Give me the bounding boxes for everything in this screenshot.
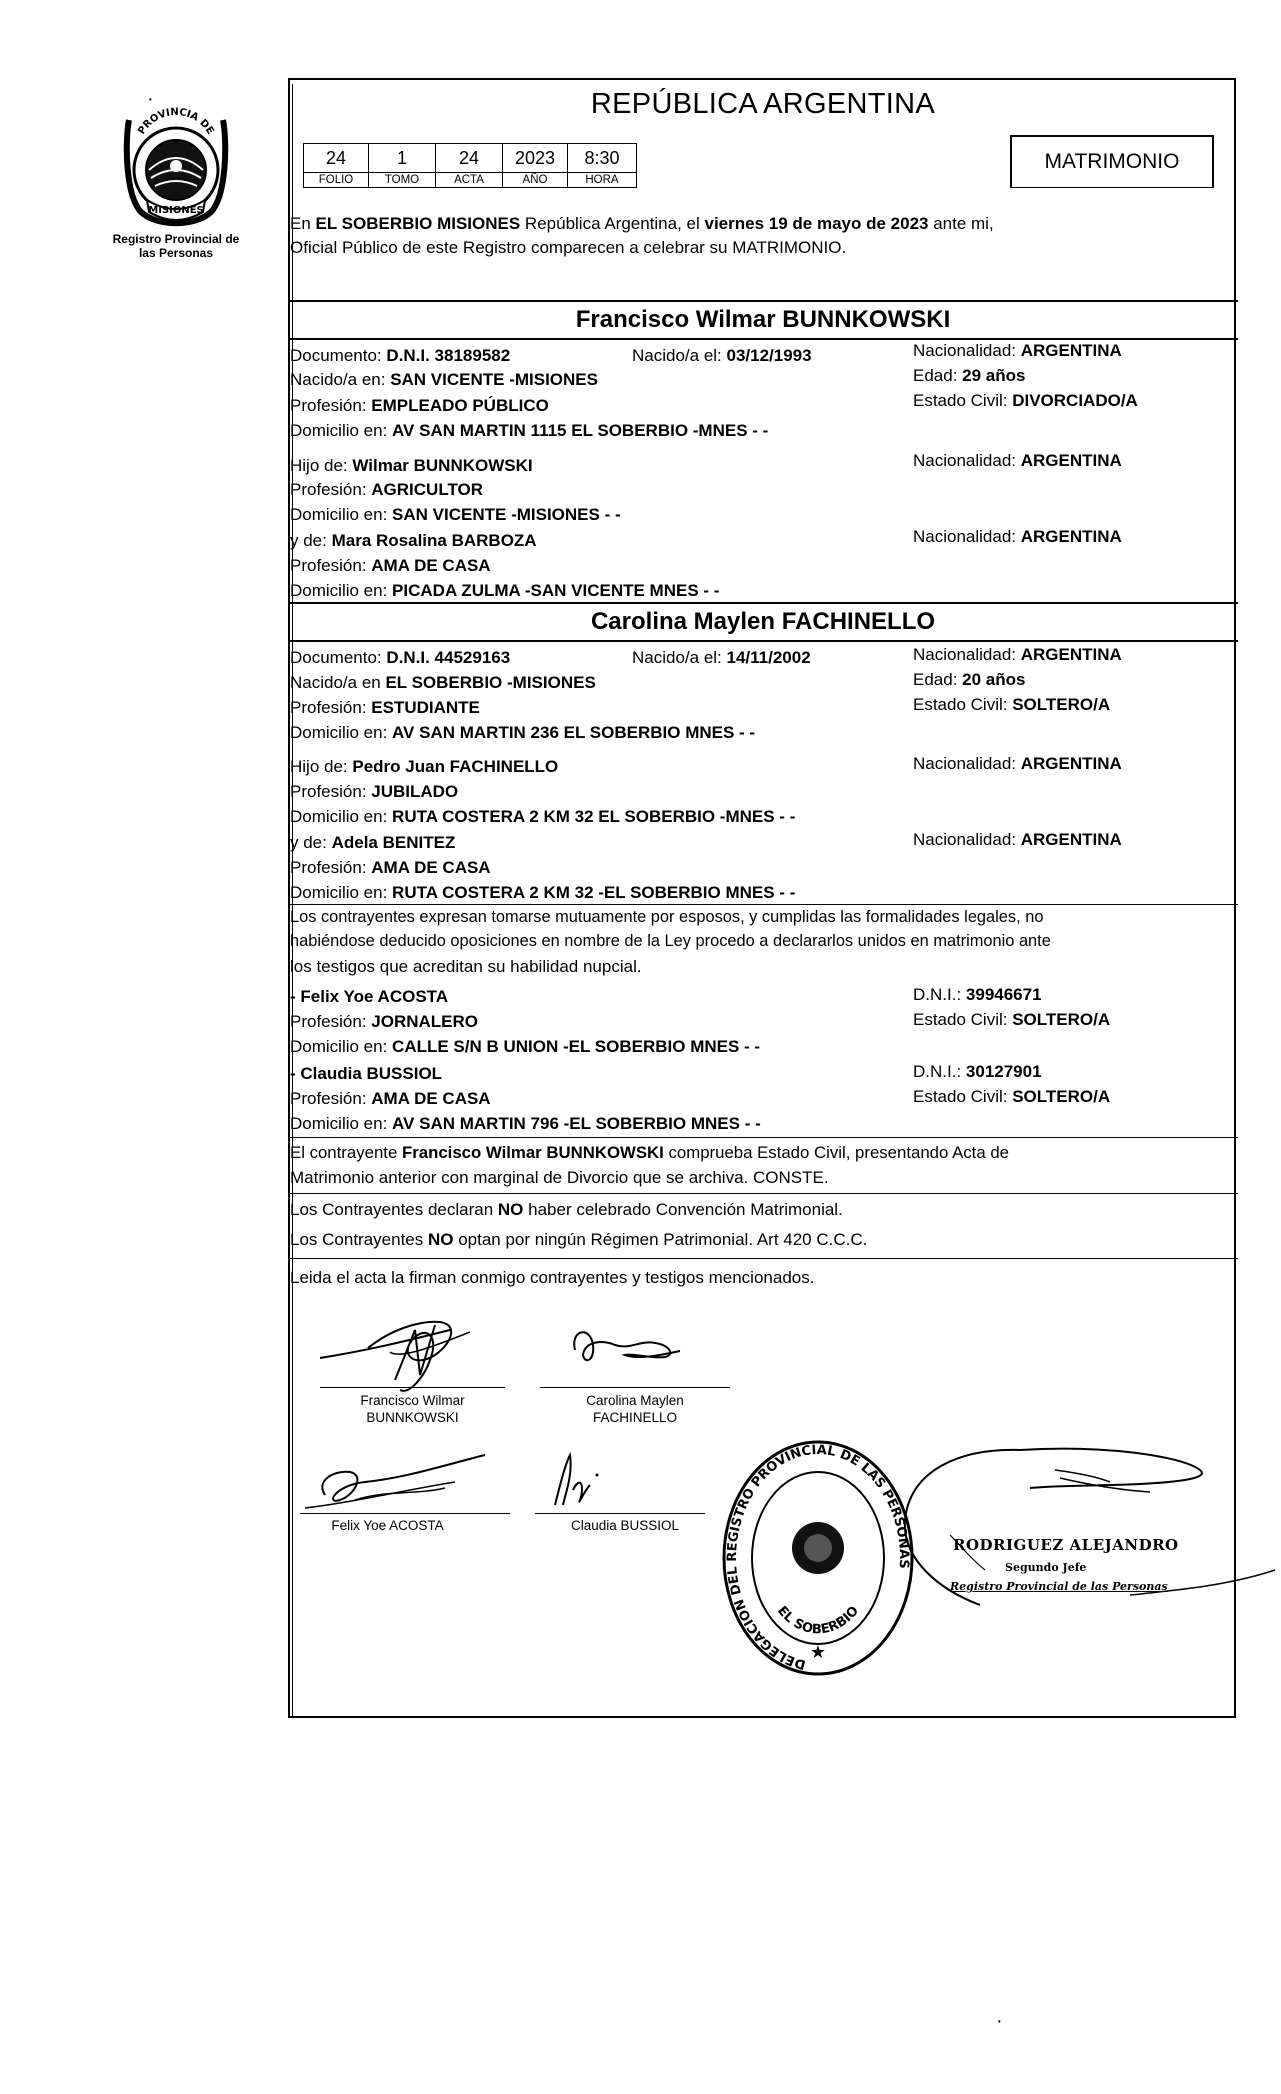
bride-signature-line — [540, 1387, 730, 1388]
groom-mother-profession: Profesión: AMA DE CASA — [290, 556, 491, 575]
bride-signature — [555, 1315, 735, 1385]
groom-father: Hijo de: Wilmar BUNNKOWSKI — [290, 456, 533, 475]
groom-age: Edad: 29 años — [913, 366, 1026, 385]
bride-name: Carolina Maylen FACHINELLO — [590, 608, 936, 635]
bride-age: Edad: 20 años — [913, 670, 1026, 689]
groom-mother-nationality: Nacionalidad: ARGENTINA — [913, 527, 1122, 546]
svg-text:★: ★ — [809, 1642, 827, 1662]
bride-mother-address: Domicilio en: RUTA COSTERA 2 KM 32 -EL SOBERBIO MNES - - — [290, 883, 796, 902]
witness-2-name: - Claudia BUSSIOL — [290, 1064, 443, 1083]
record-index-grid — [303, 143, 637, 188]
witness-1-name: - Felix Yoe ACOSTA — [290, 987, 449, 1006]
groom-document: Documento: D.N.I. 38189582 — [290, 346, 511, 365]
official-office: Registro Provincial de las Personas — [950, 1580, 1168, 1593]
divider — [288, 1137, 1238, 1138]
groom-address: Domicilio en: AV SAN MARTIN 1115 EL SOBERBIO -MNES - - — [290, 421, 769, 440]
witness-2-profession: Profesión: AMA DE CASA — [290, 1089, 491, 1108]
groom-nationality: Nacionalidad: ARGENTINA — [913, 341, 1122, 360]
regime-statement: Los Contrayentes NO optan por ningún Régimen Patrimonial. Art 420 C.C.C. — [290, 1230, 868, 1249]
registry-logo — [112, 100, 240, 260]
civil-status-note-line-1: El contrayente Francisco Wilmar BUNNKOWSKI comprueba Estado Civil, presentando Acta de — [290, 1143, 1009, 1162]
bride-mother-profession: Profesión: AMA DE CASA — [290, 858, 491, 877]
groom-mother-address: Domicilio en: PICADA ZULMA -SAN VICENTE MNES - - — [290, 581, 720, 600]
bride-mother: y de: Adela BENITEZ — [290, 833, 456, 852]
svg-text:EL SOBERBIO: EL SOBERBIO — [774, 1603, 862, 1638]
logo-caption: Registro Provincial de las Personas — [112, 232, 240, 260]
groom-profession: Profesión: EMPLEADO PÚBLICO — [290, 396, 549, 415]
bride-nationality: Nacionalidad: ARGENTINA — [913, 645, 1122, 664]
record-type-box: MATRIMONIO — [1010, 135, 1214, 188]
witness-2-signature-line — [535, 1513, 705, 1514]
groom-signature — [300, 1300, 520, 1400]
scan-mark: · — [996, 2010, 1003, 2032]
svg-text:PROVINCIA DE: PROVINCIA DE — [136, 106, 216, 137]
witness-2-civil-status: Estado Civil: SOLTERO/A — [913, 1087, 1111, 1106]
witness-1-profession: Profesión: JORNALERO — [290, 1012, 478, 1031]
country-title: REPÚBLICA ARGENTINA — [590, 88, 936, 120]
groom-father-nationality: Nacionalidad: ARGENTINA — [913, 451, 1122, 470]
groom-father-profession: Profesión: AGRICULTOR — [290, 480, 484, 499]
tomo-value: 1 — [369, 144, 436, 173]
witness-2-address: Domicilio en: AV SAN MARTIN 796 -EL SOBERBIO MNES - - — [290, 1114, 761, 1133]
anio-value: 2023 — [503, 144, 568, 173]
declaration-line-3: los testigos que acreditan su habilidad nupcial. — [290, 957, 642, 976]
scan-mark: · — [147, 88, 154, 110]
bride-signature-caption: Carolina Maylen FACHINELLO — [586, 1393, 684, 1425]
divider — [288, 602, 1238, 604]
official-signature — [900, 1430, 1281, 1630]
divider — [288, 904, 1238, 905]
declaration-line-2: habiéndose deducido oposiciones en nombre de la Ley procedo a declararlos unidos en matrimonio ante — [290, 932, 1051, 950]
witness-2-dni: D.N.I.: 30127901 — [913, 1062, 1042, 1081]
bride-profession: Profesión: ESTUDIANTE — [290, 698, 480, 717]
bride-address: Domicilio en: AV SAN MARTIN 236 EL SOBERBIO MNES - - — [290, 723, 756, 742]
groom-signature-caption: Francisco Wilmar BUNNKOWSKI — [360, 1393, 465, 1425]
tomo-label: TOMO — [369, 173, 436, 188]
anio-label: AÑO — [503, 173, 568, 188]
acta-label: ACTA — [436, 173, 503, 188]
official-name: RODRIGUEZ ALEJANDRO — [953, 1536, 1179, 1554]
divider — [288, 1258, 1238, 1259]
bride-civil-status: Estado Civil: SOLTERO/A — [913, 695, 1111, 714]
bride-document: Documento: D.N.I. 44529163 — [290, 648, 511, 667]
divider — [288, 300, 1238, 302]
divider — [288, 1193, 1238, 1194]
bride-father: Hijo de: Pedro Juan FACHINELLO — [290, 757, 559, 776]
bride-birthdate: Nacido/a el: 14/11/2002 — [632, 648, 811, 667]
folio-label: FOLIO — [304, 173, 369, 188]
intro-line-1: En EL SOBERBIO MISIONES República Argentina, el viernes 19 de mayo de 2023 ante mi, — [290, 214, 994, 233]
acta-value: 24 — [436, 144, 503, 173]
official-role: Segundo Jefe — [1005, 1561, 1087, 1574]
groom-signature-line — [320, 1387, 505, 1388]
provincial-shield-icon — [117, 100, 235, 230]
groom-father-address: Domicilio en: SAN VICENTE -MISIONES - - — [290, 505, 621, 524]
groom-birthdate: Nacido/a el: 03/12/1993 — [632, 346, 812, 365]
declaration-line-1: Los contrayentes expresan tomarse mutuamente por esposos, y cumplidas las formalidades legales, no — [290, 908, 1044, 926]
divider — [288, 338, 1238, 340]
witness-2-signature — [535, 1445, 615, 1515]
witness-1-signature-line — [300, 1513, 510, 1514]
bride-father-nationality: Nacionalidad: ARGENTINA — [913, 754, 1122, 773]
bride-mother-nationality: Nacionalidad: ARGENTINA — [913, 830, 1122, 849]
bride-birthplace: Nacido/a en EL SOBERBIO -MISIONES — [290, 673, 596, 692]
groom-mother: y de: Mara Rosalina BARBOZA — [290, 531, 537, 550]
intro-line-2: Oficial Público de este Registro comparecen a celebrar su MATRIMONIO. — [290, 238, 847, 257]
svg-text:MISIONES: MISIONES — [148, 205, 204, 216]
witness-1-dni: D.N.I.: 39946671 — [913, 985, 1042, 1004]
hora-label: HORA — [568, 173, 637, 188]
closing-statement: Leida el acta la firman conmigo contrayentes y testigos mencionados. — [290, 1268, 815, 1287]
civil-status-note-line-2: Matrimonio anterior con marginal de Divorcio que se archiva. CONSTE. — [290, 1168, 829, 1187]
witness-1-civil-status: Estado Civil: SOLTERO/A — [913, 1010, 1111, 1029]
divider — [288, 640, 1238, 642]
groom-civil-status: Estado Civil: DIVORCIADO/A — [913, 391, 1138, 410]
groom-birthplace: Nacido/a en: SAN VICENTE -MISIONES — [290, 370, 598, 389]
bride-father-address: Domicilio en: RUTA COSTERA 2 KM 32 EL SOBERBIO -MNES - - — [290, 807, 796, 826]
witness-1-address: Domicilio en: CALLE S/N B UNION -EL SOBERBIO MNES - - — [290, 1037, 761, 1056]
convention-statement: Los Contrayentes declaran NO haber celebrado Convención Matrimonial. — [290, 1200, 843, 1219]
svg-text:DELEGACION DEL REGISTRO PROVIN: DELEGACION DEL REGISTRO PROVINCIAL DE LAS PERSONAS — [725, 1442, 912, 1672]
folio-value: 24 — [304, 144, 369, 173]
hora-value: 8:30 — [568, 144, 637, 173]
witness-2-signature-caption: Claudia BUSSIOL — [570, 1518, 680, 1533]
bride-father-profession: Profesión: JUBILADO — [290, 782, 459, 801]
groom-name: Francisco Wilmar BUNNKOWSKI — [575, 306, 951, 333]
witness-1-signature-caption: Felix Yoe ACOSTA — [331, 1518, 444, 1533]
registry-seal — [718, 1440, 918, 1680]
